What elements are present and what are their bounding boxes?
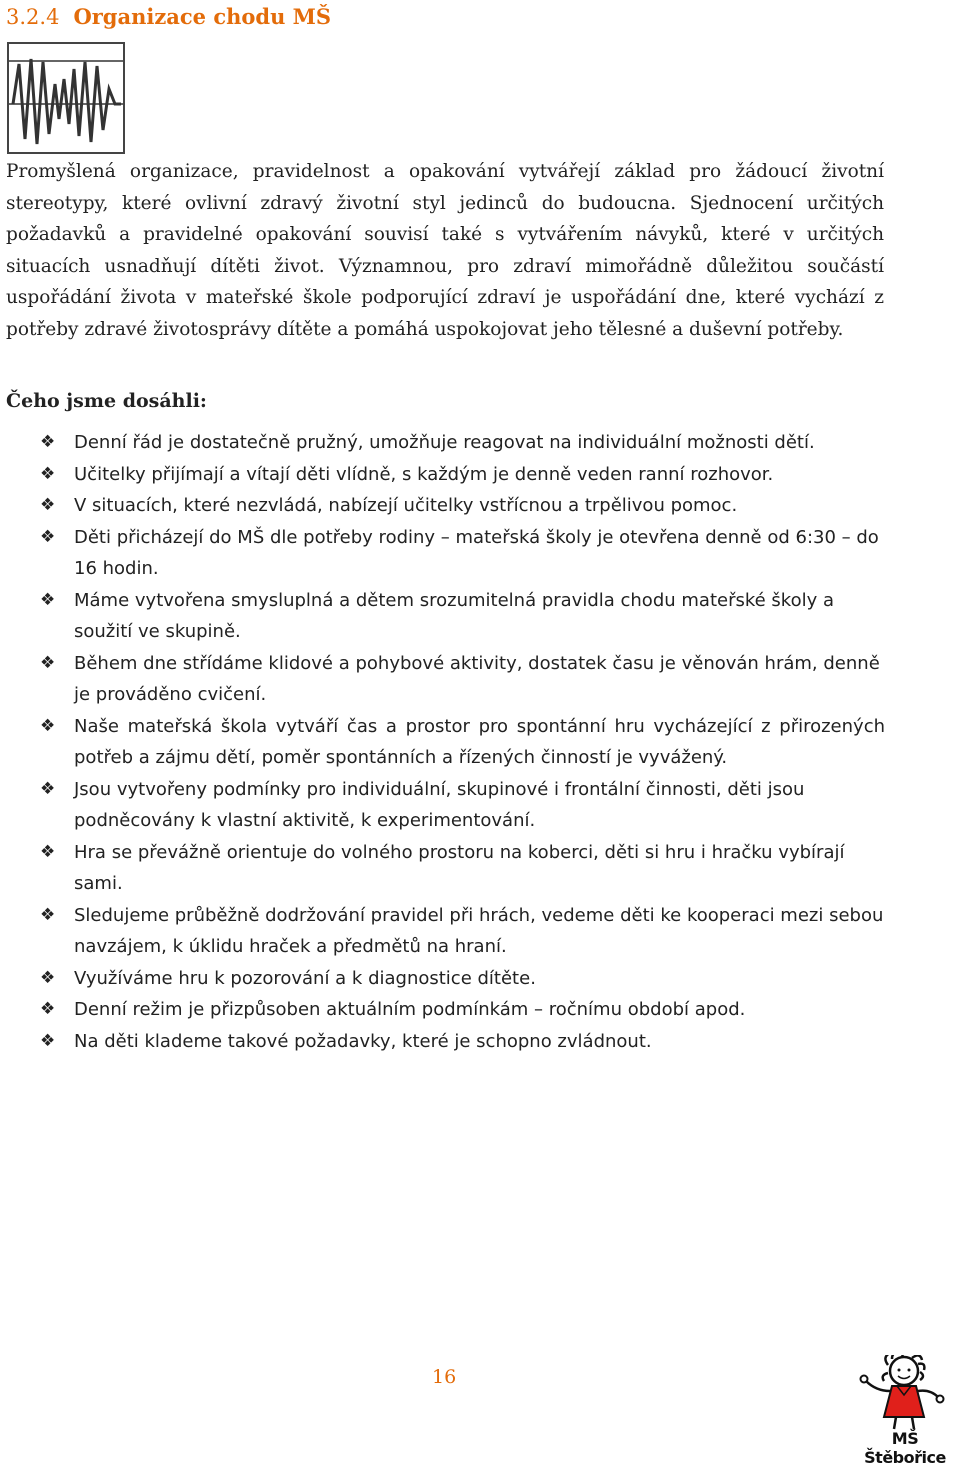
diamond-bullet-icon: ❖ bbox=[40, 652, 56, 673]
list-item: ❖ Učitelky přijímají a vítají děti vlídně, s každým je denně veden ranní rozhovor. bbox=[40, 463, 774, 485]
diamond-bullet-icon: ❖ bbox=[40, 967, 56, 988]
school-logo bbox=[852, 1355, 958, 1467]
section-number: 3.2.4 bbox=[6, 5, 60, 29]
diamond-bullet-icon: ❖ bbox=[40, 589, 56, 610]
diamond-bullet-icon: ❖ bbox=[40, 841, 56, 862]
achievements-list bbox=[0, 427, 885, 1057]
list-item: ❖ Využíváme hru k pozorování a k diagnostice dítěte. bbox=[40, 967, 536, 989]
diamond-bullet-icon: ❖ bbox=[40, 1030, 56, 1051]
diamond-bullet-icon: ❖ bbox=[40, 904, 56, 925]
list-item: ❖ Denní řád je dostatečně pružný, umožňuje reagovat na individuální možnosti dětí. bbox=[40, 432, 815, 453]
diamond-bullet-icon: ❖ bbox=[40, 432, 56, 452]
list-item: ❖ Naše mateřská škola vytváří čas a prostor pro spontánní hru vycházející z přirozených potřeb a zájmu dětí, poměr spontánních a řízených činností je vyvážený. bbox=[40, 715, 885, 768]
intro-paragraph: Promyšlená organizace, pravidelnost a opakování vytvářejí základ pro žádoucí životní stereotypy, které ovlivní zdravý životní styl jedinců do budoucna. Sjednocení určitých požadavků a pravidelné opakování souvisí také s vytvářením návyků, které v určitých situacích usnadňují dítěti život. Významnou, pro zdraví mimořádně důležitou součástí uspořádání života v mateřské škole podporující zdraví je uspořádání dne, které vychází z potřeby zdravé životosprávy dítěte a pomáhá uspokojovat jeho tělesné a duševní potřeby. bbox=[6, 161, 884, 340]
page-number: 16 bbox=[432, 1366, 457, 1388]
section-heading bbox=[6, 4, 331, 29]
school-logo-child-icon bbox=[852, 1355, 958, 1431]
list-item: ❖ Sledujeme průběžně dodržování pravidel při hrách, vedeme děti ke kooperaci mezi sebou navzájem, k úklidu hraček a předmětů na hraní. bbox=[40, 904, 884, 957]
rhythm-wave-icon bbox=[7, 42, 125, 154]
list-item: ❖ Děti přicházejí do MŠ dle potřeby rodiny – mateřská školy je otevřena denně od 6:30 – do 16 hodin. bbox=[40, 526, 879, 579]
diamond-bullet-icon: ❖ bbox=[40, 463, 56, 484]
list-item: ❖ Jsou vytvořeny podmínky pro individuální, skupinové i frontální činnosti, děti jsou podněcovány k vlastní aktivitě, k experimentování. bbox=[40, 778, 805, 831]
diamond-bullet-icon: ❖ bbox=[40, 526, 56, 547]
diamond-bullet-icon: ❖ bbox=[40, 495, 56, 515]
section-title: Organizace chodu MŠ bbox=[73, 4, 332, 29]
list-item: ❖ Na děti klademe takové požadavky, které je schopno zvládnout. bbox=[40, 1030, 652, 1052]
list-item: ❖ V situacích, které nezvládá, nabízejí učitelky vstřícnou a trpělivou pomoc. bbox=[40, 495, 738, 516]
list-item: ❖ Během dne střídáme klidové a pohybové aktivity, dostatek času je věnován hrám, denně je prováděno cvičení. bbox=[40, 652, 880, 705]
logo-text: MŠ Štěbořice bbox=[864, 1429, 946, 1467]
list-item: ❖ Máme vytvořena smysluplná a dětem srozumitelná pravidla chodu mateřské školy a soužití ve skupině. bbox=[40, 589, 835, 642]
diamond-bullet-icon: ❖ bbox=[40, 778, 56, 799]
achievements-heading: Čeho jsme dosáhli: bbox=[6, 390, 207, 412]
list-item: ❖ Hra se převážně orientuje do volného prostoru na koberci, děti si hru i hračku vybírají sami. bbox=[40, 841, 845, 894]
list-item: ❖ Denní režim je přizpůsoben aktuálním podmínkám – ročnímu období apod. bbox=[40, 999, 746, 1020]
diamond-bullet-icon: ❖ bbox=[40, 715, 56, 736]
diamond-bullet-icon: ❖ bbox=[40, 999, 56, 1019]
